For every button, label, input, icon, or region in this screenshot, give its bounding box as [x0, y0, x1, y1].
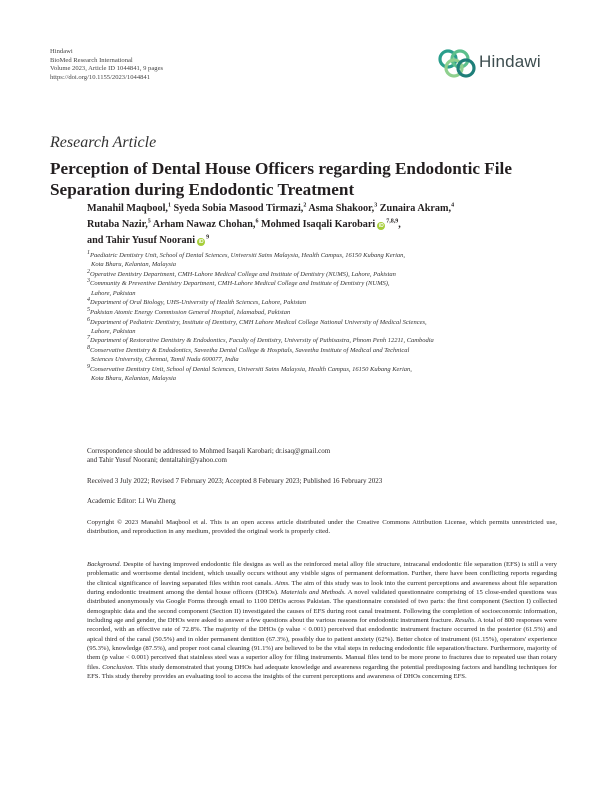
- correspondence: [87, 447, 557, 465]
- author-line: Rutaba Nazir,$^5$ Arham Nawaz Chohan,$^6$ Mohmed Isaqali Karobari iD$^{7,8,9}$,: [87, 218, 401, 230]
- author-name[interactable]: Mohmed Isaqali Karobari: [261, 219, 376, 230]
- author-name[interactable]: and Tahir Yusuf Noorani: [87, 235, 196, 246]
- hindawi-rings-icon: [437, 48, 477, 78]
- abstract-section-text: A total of 800 responses were recorded, with an effective rate of 72.8%. The majority of the DHOs (p value < 0.001) perceived that endodontic instrument fracture occurred in the posterior (61.5%) and apical third of the canal (50.5%) and in older permanent dentition (67.3%), possibly due to patient anxiety (62%). Better choice of instrument (61.15%), operators' experience (95.3%), knowledge (87.5%), and proper root canal cleaning (91.1%) are believed to be the vital steps in reducing endodontic file separation/fracture. Furthermore, majority of them (p value < 0.001) perceived that stainless steel was a superior alloy for filing instruments. Manual files tend to be more prone to fractures due to repeated use than rotary files.: [87, 617, 557, 671]
- hindawi-logo-text: Hindawi: [479, 52, 541, 71]
- affiliation-line: $^3$Community & Preventive Dentistry Department, CMH-Lahore Medical College and Institute of Dentistry (NUMS),: [87, 278, 390, 288]
- author-line: [87, 233, 557, 249]
- affiliations: [87, 251, 567, 384]
- journal-meta: [50, 48, 163, 82]
- affiliation-ref: 4: [451, 202, 455, 209]
- abstract-section-text: A novel validated questionnaire comprising of 15 close-ended questions was distributed anonymously via Google Forms through email to 1100 DHOs across Pakistan. The questionnaire consisted of two parts: the first component (Section I) collected demographic data and the second component (Section II) investigated the causes of EFS during root canal treatment. Following the completion of socioeconomic information, including age and gender, the DHOs were asked to answer a few questions about the various reasons for endodontic instrument fracture.: [87, 589, 557, 625]
- journal-name: BioMed Research International: [50, 56, 133, 64]
- affiliation-item: [87, 346, 567, 365]
- doi-link[interactable]: https://doi.org/10.1155/2023/1044841: [50, 73, 151, 81]
- affiliation-line: $^7$Department of Restorative Dentistry & Endodontics, Faculty of Dentistry, University of Puthisastra, Phnom Penh 12211, Cambodia: [87, 335, 434, 345]
- abstract-section-text: This study demonstrated that young DHOs had adequate knowledge and awareness regarding the potential predisposing factors and handling techniques for EFS. This study thereby provides an evaluating tool to access the insights of the current perceptions and awareness of DHOs concerning EFS.: [87, 663, 557, 681]
- affiliation-line: Lahore, Pakistan: [91, 289, 136, 297]
- publication-dates: Received 3 July 2022; Revised 7 February 2023; Accepted 8 February 2023; Published 16 February 2023: [87, 477, 383, 485]
- affiliation-item: [87, 279, 567, 298]
- abstract-section-label: Background.: [87, 561, 122, 568]
- affiliation-item: [87, 365, 567, 384]
- affiliation-line: $^1$Paediatric Dentistry Unit, School of Dental Sciences, Universiti Sains Malaysia, Health Campus, 16150 Kubang Kerian,: [87, 249, 406, 259]
- author-name[interactable]: Syeda Sobia Masood Tirmazi,: [173, 203, 304, 214]
- affiliation-ref: 9: [206, 234, 210, 241]
- abstract-section-label: Conclusion.: [102, 663, 135, 671]
- abstract-section-label: Materials and Methods.: [280, 589, 346, 597]
- affiliation-line: $^4$Department of Oral Biology, UHS-University of Health Sciences, Lahore, Pakistan: [87, 297, 307, 307]
- affiliation-item: [87, 318, 567, 337]
- copyright-notice: Copyright © 2023 Manahil Maqbool et al. This is an open access article distributed under the Creative Commons Attribution License, which permits unrestricted use, distribution, and reproduction in any medium, provided the original work is properly cited.: [87, 519, 557, 536]
- affiliation-ref: 7,8,9: [386, 218, 399, 225]
- affiliation-line: $^6$Department of Pediatric Dentistry, Institute of Dentistry, CMH Lahore Medical College National University of Medical Sciences,: [87, 316, 427, 326]
- affiliation-line: $^9$Conservative Dentistry Unit, School of Dental Sciences, Universiti Sains Malaysia, Health Campus, 16150 Kubang Kerian,: [87, 363, 412, 373]
- abstract-section-text: The aim of this study was to look into the current perceptions and awareness about file separation during endodontic treatment among the dental house officers (DHOs).: [87, 579, 558, 597]
- affiliation-number: 2: [87, 268, 90, 275]
- affiliation-line: Sciences University, Chennai, Tamil Nadu 600077, India: [91, 356, 239, 364]
- affiliation-number: 1: [87, 249, 90, 256]
- author-name[interactable]: Asma Shakoor,: [308, 203, 375, 214]
- author-line: [87, 201, 557, 217]
- author-name[interactable]: Rutaba Nazir,: [87, 219, 148, 230]
- affiliation-ref: 5: [147, 218, 151, 225]
- author-name[interactable]: Zunaira Akram,: [379, 203, 452, 214]
- author-list: [87, 201, 557, 249]
- author-name[interactable]: Manahil Maqbool,: [87, 203, 168, 214]
- affiliation-item: [87, 308, 567, 317]
- affiliation-line: Kota Bharu, Kelantan, Malaysia: [91, 375, 177, 383]
- affiliation-item: [87, 251, 567, 270]
- affiliation-item: [87, 336, 567, 345]
- affiliation-ref: 1: [167, 202, 171, 209]
- abstract-section-text: Despite of having improved endodontic file designs as well as the reinforced metal alloy file structure, intracanal endodontic file separation (EFS) is still a very problematic and worrisome dental incident, which usually occurs without any visible signs of permanent deformation. Further, there have been conflicting reports regarding the clinical significance of leaving separated files within root canals.: [87, 561, 557, 587]
- affiliation-number: 5: [87, 306, 90, 313]
- article-type: Research Article: [50, 134, 157, 151]
- affiliation-ref: 6: [255, 218, 259, 225]
- affiliation-ref: 3: [374, 202, 378, 209]
- orcid-icon[interactable]: iD: [198, 239, 204, 245]
- orcid-icon[interactable]: iD: [378, 223, 384, 229]
- volume-info: Volume 2023, Article ID 1044841, 9 pages: [50, 65, 164, 73]
- abstract-section-label: Aims.: [274, 579, 290, 587]
- affiliation-number: 7: [87, 335, 90, 342]
- affiliation-item: [87, 270, 567, 279]
- affiliation-item: [87, 298, 567, 307]
- author-name[interactable]: Arham Nawaz Chohan,: [152, 219, 256, 230]
- publisher-name: Hindawi: [50, 48, 73, 55]
- affiliation-number: 8: [87, 344, 90, 351]
- affiliation-ref: 2: [303, 202, 307, 209]
- academic-editor: Academic Editor: Li Wu Zheng: [87, 497, 176, 505]
- affiliation-number: 6: [87, 316, 90, 323]
- affiliation-line: $^2$Operative Dentistry Department, CMH-Lahore Medical College and Institute of Dentistry (NUMS), Lahore, Pakistan: [87, 268, 396, 278]
- correspondence-line: Correspondence should be addressed to Mohmed Isaqali Karobari; dr.isaq@gmail.com: [87, 447, 331, 455]
- affiliation-number: 3: [87, 278, 90, 285]
- hindawi-logo: [437, 48, 555, 78]
- abstract-section-label: Results.: [454, 617, 476, 625]
- affiliation-line: Lahore, Pakistan: [91, 327, 136, 335]
- correspondence-line: and Tahir Yusuf Noorani; dentaltahir@yahoo.com: [87, 456, 227, 465]
- affiliation-line: Kota Bharu, Kelantan, Malaysia: [91, 261, 177, 269]
- affiliation-line: $^5$Pakistan Atomic Energy Commission General Hospital, Islamabad, Pakistan: [87, 306, 291, 316]
- affiliation-number: 4: [87, 297, 90, 304]
- abstract: [87, 560, 557, 681]
- affiliation-line: $^8$Conservative Dentistry & Endodontics, Saveetha Dental College & Hospitals, Saveetha Institute of Medical and Technical: [87, 344, 410, 355]
- article-title: Perception of Dental House Officers regarding Endodontic File Separation during Endodontic Treatment: [50, 159, 512, 199]
- affiliation-number: 9: [87, 363, 90, 370]
